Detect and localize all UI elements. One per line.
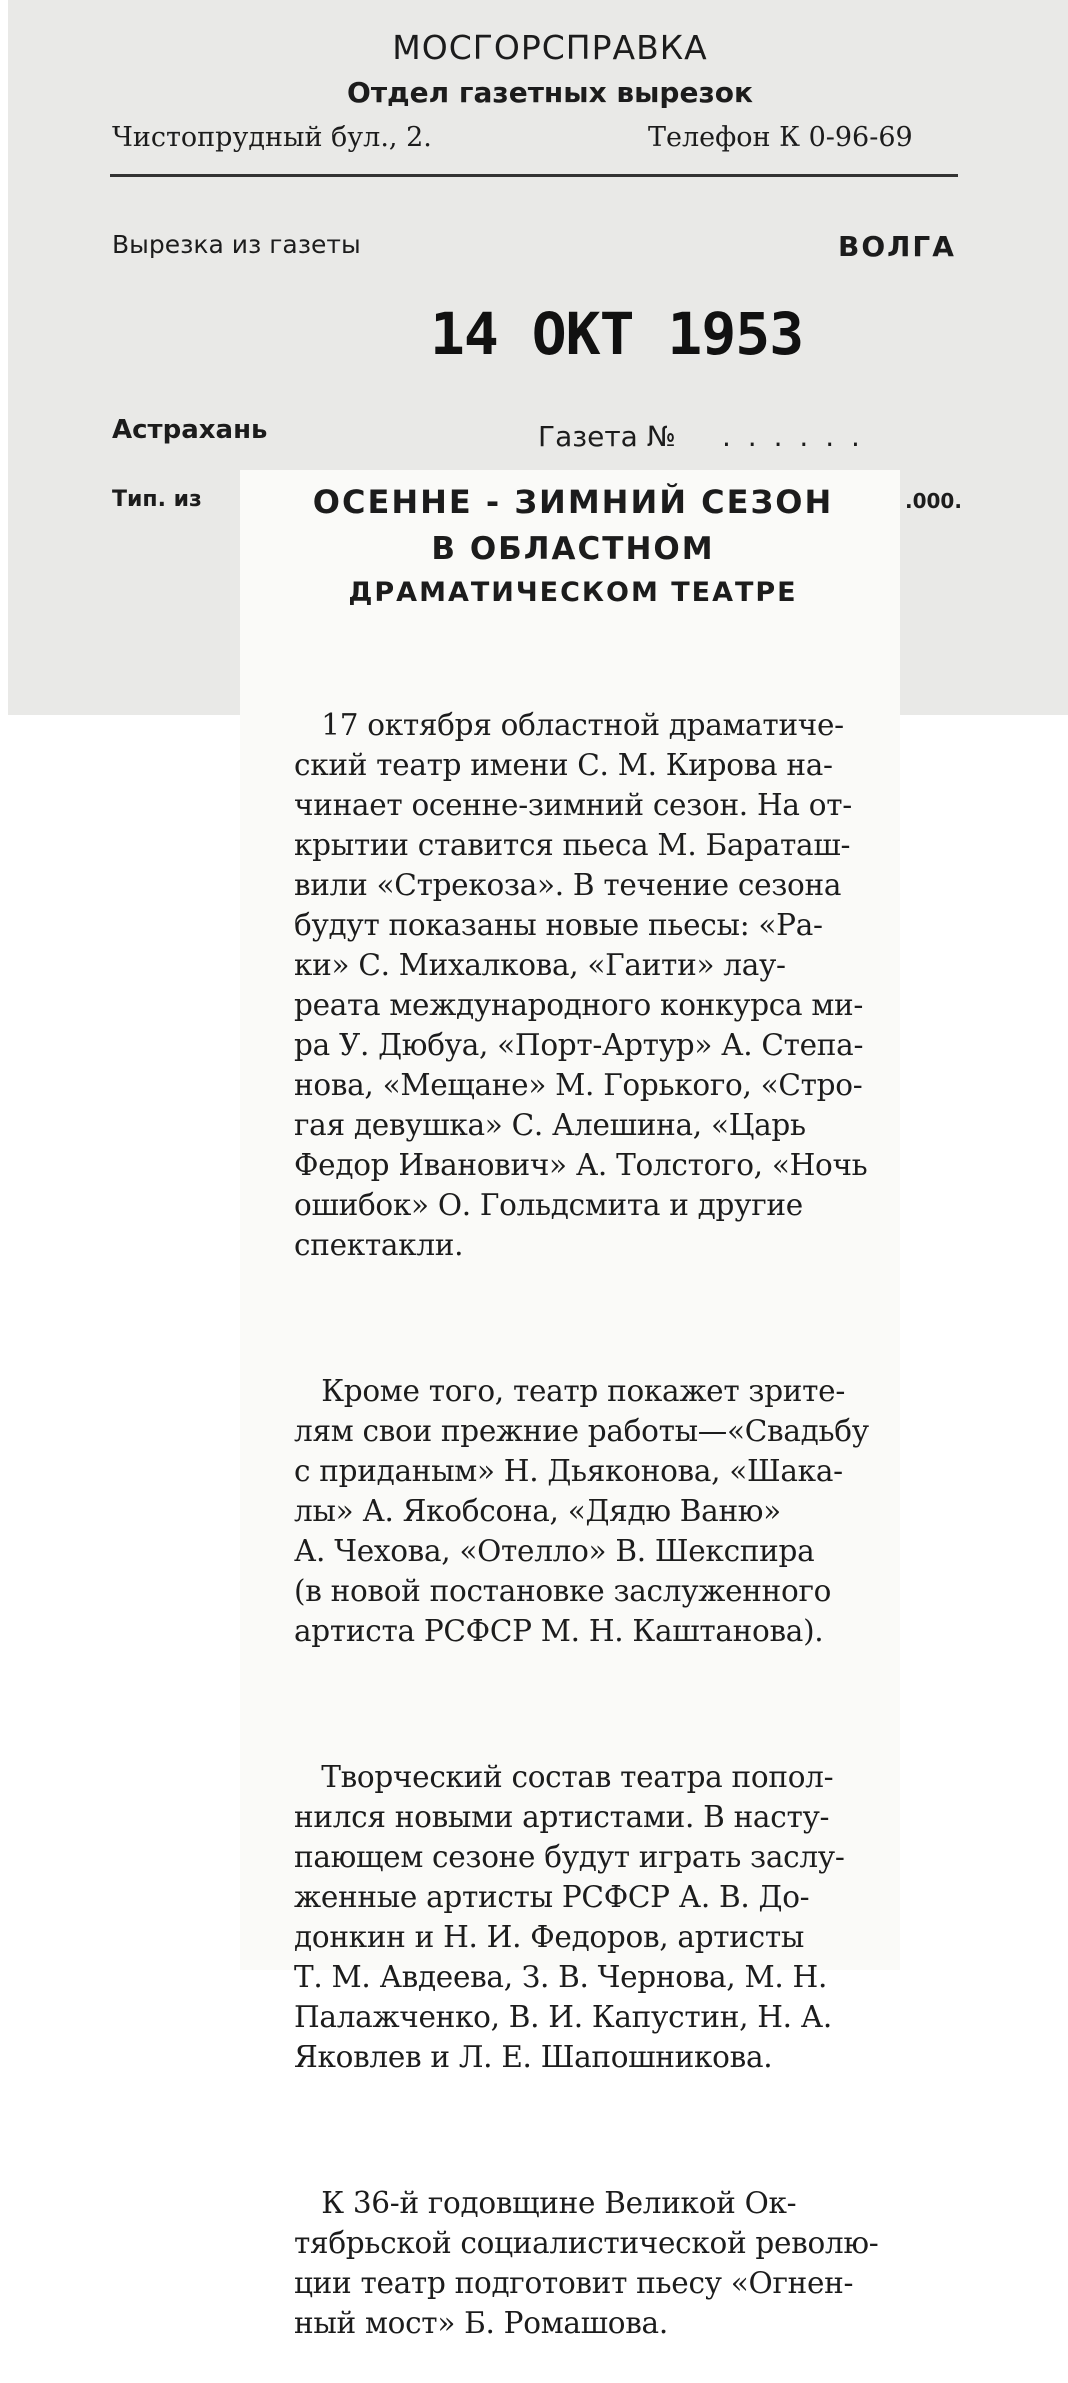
article-title-line-2: В ОБЛАСТНОМ bbox=[431, 531, 715, 567]
date-stamp: 14 ОКТ 1953 bbox=[430, 300, 804, 368]
article-paragraph: К 36-й годовщине Великой Ок- тябрьской социалистической револю- ции театр подготовит пьесу «Огнен- ный мост» Б. Ромашова. bbox=[294, 2186, 879, 2340]
agency-phone: Телефон К 0-96-69 bbox=[648, 122, 913, 153]
article-paragraph: Творческий состав театра попол- нился новыми артистами. В насту- пающем сезоне будут играть заслу- женные артисты РСФСР А. В. До- донкин и Н. И. Федоров, артисты Т. М. Авдеева, З. В. Чернова, М. Н. Палажченко, В. И. Капустин, Н. А. Яковлев и Л. Е. Шапошникова. bbox=[294, 1760, 845, 2074]
article-paragraph: 17 октября областной драматиче- ский театр имени С. М. Кирова на- чинает осенне-зимний сезон. На от- крытии ставится пьеса М. Бараташ- вили «Стрекоза». В течение сезона будут показаны новые пьесы: «Ра- ки» С. Михалкова, «Гаити» лау- реата международного конкурса ми- ра У. Дюбуа, «Порт-Артур» А. Степа- нова, «Мещане» М. Горького, «Стро- гая девушка» С. Алешина, «Царь Федор Иванович» А. Толстого, «Ночь ошибок» О. Гольдсмита и другие спектакли. bbox=[294, 708, 868, 1262]
city-label: Астрахань bbox=[112, 415, 268, 445]
issue-number-label: Газета № bbox=[538, 420, 676, 453]
article-paragraph: Кроме того, театр покажет зрите- лям свои прежние работы—«Свадьбу с приданым» Н. Дьяконова, «Шака- лы» А. Якобсона, «Дядю Ваню» А. Чехова, «Отелло» В. Шекспира (в новой постановке заслуженного артиста РСФСР М. Н. Каштанова). bbox=[294, 1374, 869, 1648]
article-body bbox=[294, 625, 884, 2383]
agency-address: Чистопрудный бул., 2. bbox=[112, 122, 432, 153]
newspaper-name: ВОЛГА bbox=[838, 230, 956, 263]
agency-name: МОСГОРСПРАВКА bbox=[392, 28, 708, 67]
article-title-line-1: ОСЕННЕ - ЗИМНИЙ СЕЗОН bbox=[312, 483, 834, 521]
issue-number-blank: . . . . . . bbox=[722, 420, 864, 453]
department-name: Отдел газетных вырезок bbox=[347, 76, 753, 109]
article-title-line-3: ДРАМАТИЧЕСКОМ ТЕАТРЕ bbox=[348, 577, 798, 608]
clipping-label: Вырезка из газеты bbox=[112, 230, 361, 259]
print-run-fragment: .000. bbox=[905, 489, 962, 513]
print-shop-label: Тип. из bbox=[112, 487, 202, 512]
header-divider bbox=[110, 174, 958, 177]
